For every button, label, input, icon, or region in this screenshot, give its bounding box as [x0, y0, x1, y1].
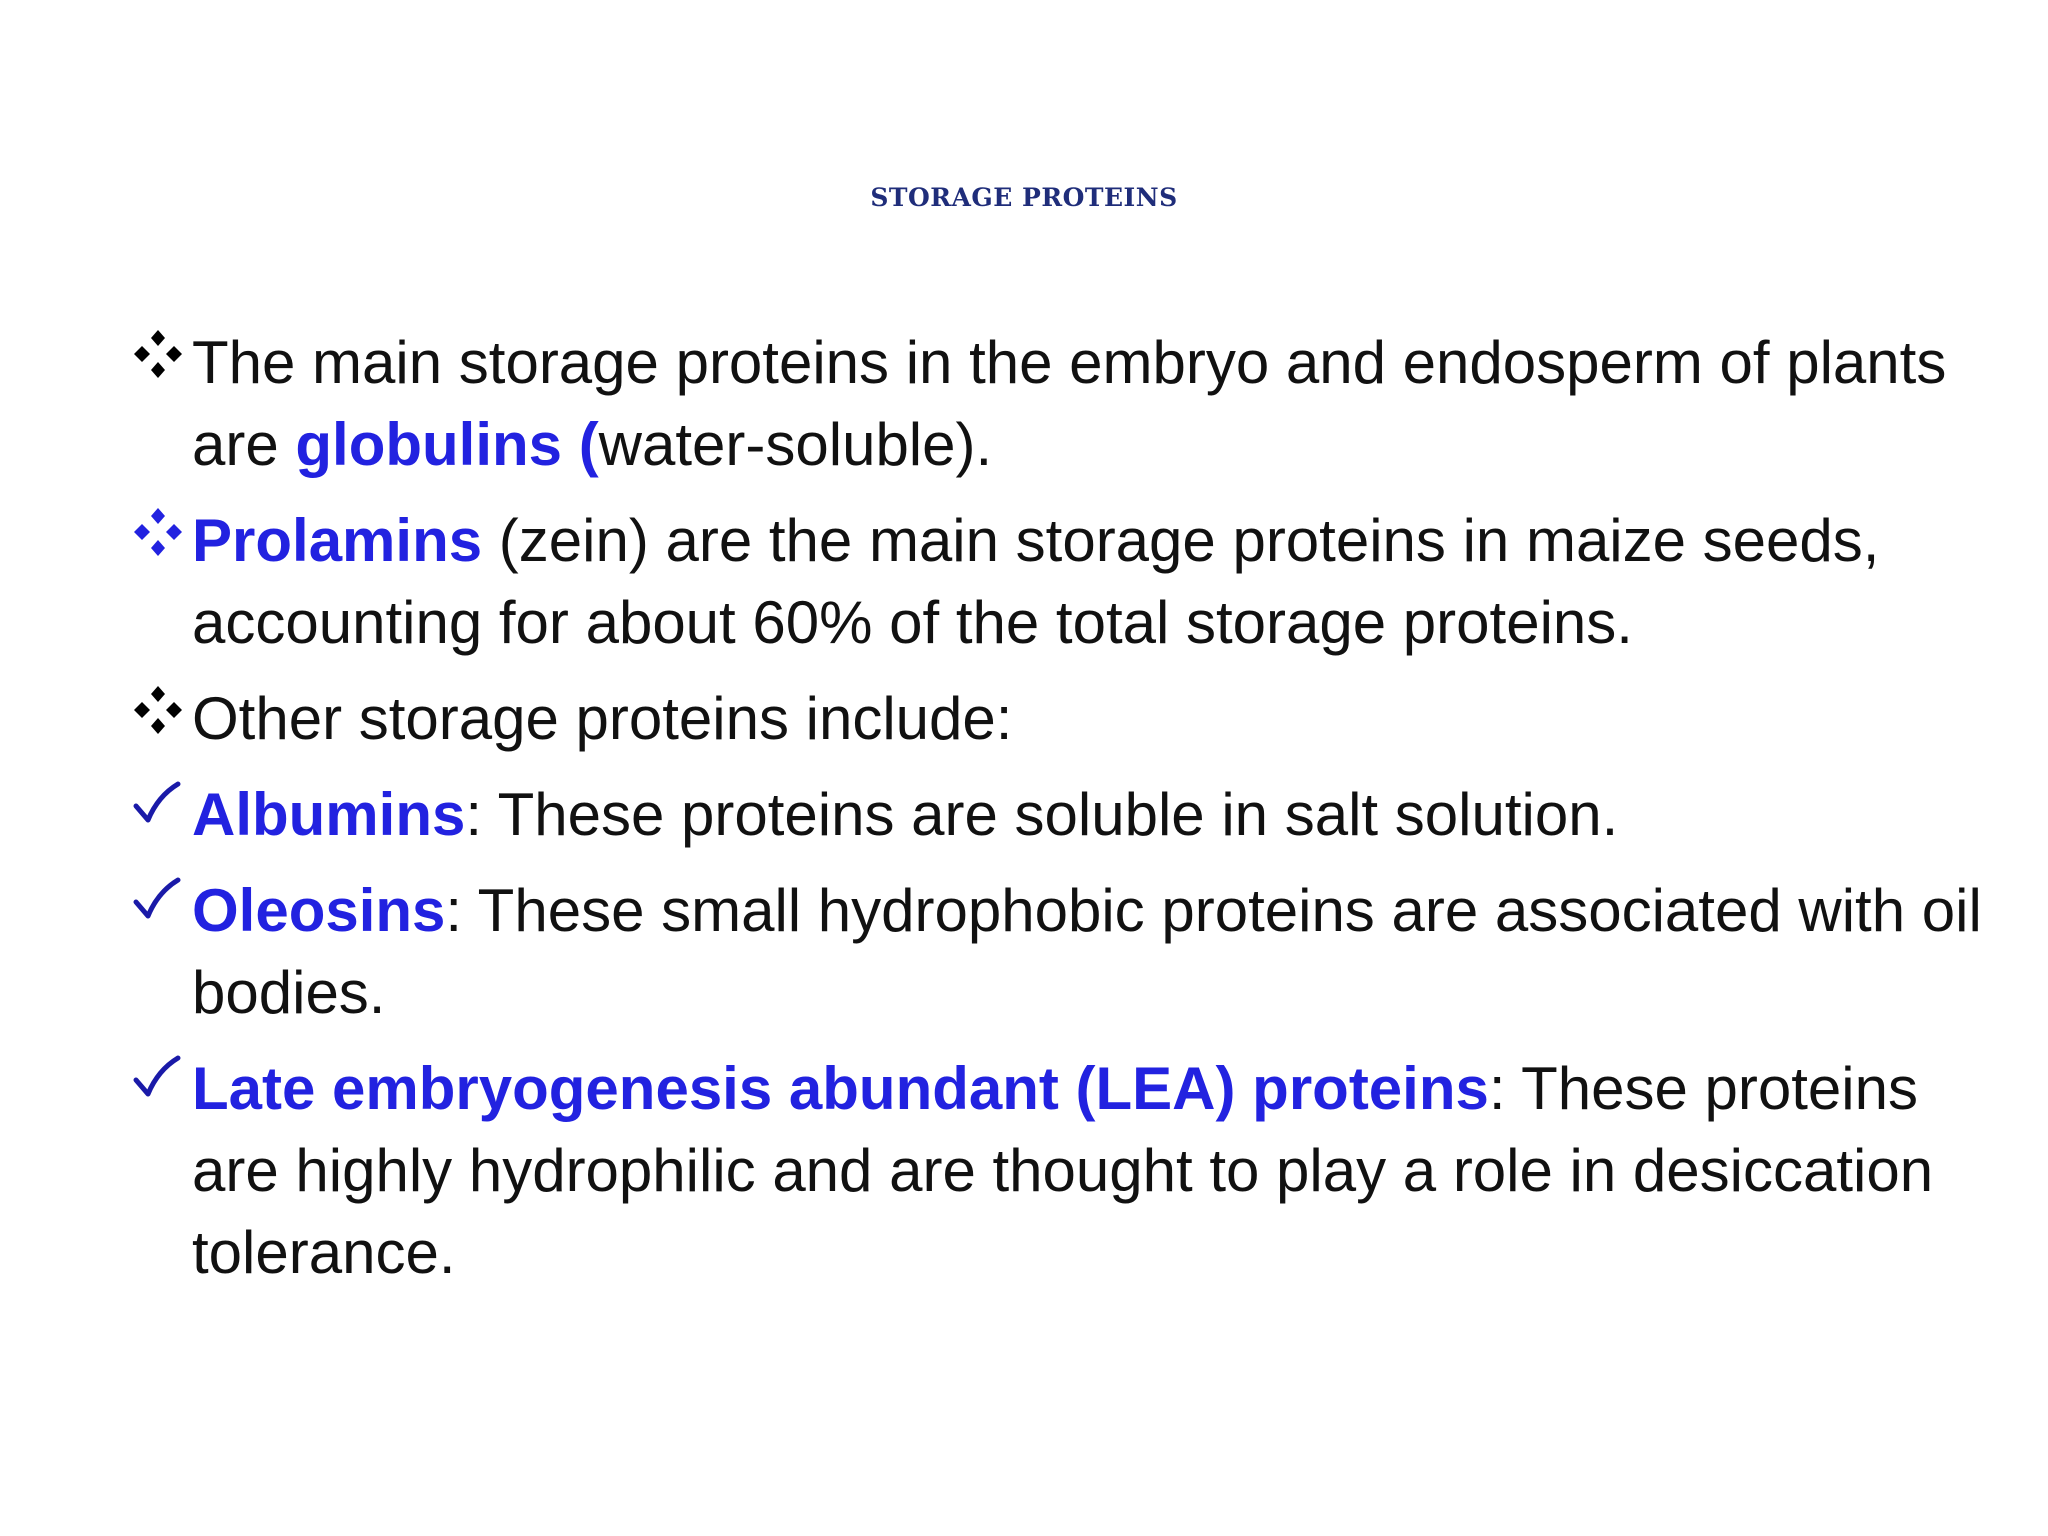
diamond-four-icon-blue	[132, 506, 184, 558]
checkmark-icon	[132, 780, 184, 832]
highlight-term: Albumins	[192, 781, 466, 848]
diamond-four-icon	[132, 684, 184, 736]
bullet-item	[132, 678, 1992, 760]
bullet-item	[132, 774, 1992, 856]
bullet-text: : These proteins are highly hydrophilic and are thought to play a role in desiccation tolerance.	[192, 1055, 1934, 1286]
bullet-text: The main storage proteins in the embryo and endosperm of plants are	[192, 329, 1947, 478]
diamond-four-icon	[132, 328, 184, 380]
bullet-text: water-soluble).	[598, 411, 993, 478]
bullet-item	[132, 1048, 1992, 1294]
highlight-term: Late embryogenesis abundant (LEA) proteins	[192, 1055, 1489, 1122]
bullet-list	[132, 322, 1992, 1308]
bullet-item	[132, 322, 1992, 486]
bullet-text: : These small hydrophobic proteins are associated with oil bodies.	[192, 877, 1982, 1026]
bullet-text: Other storage proteins include:	[192, 685, 1013, 752]
slide-title: STORAGE PROTEINS	[870, 183, 1178, 212]
highlight-term: Oleosins	[192, 877, 446, 944]
bullet-text: : These proteins are soluble in salt solution.	[465, 781, 1619, 848]
checkmark-icon	[132, 876, 184, 928]
bullet-item	[132, 870, 1992, 1034]
highlight-term: globulins (	[295, 411, 599, 478]
bullet-item	[132, 500, 1992, 664]
highlight-term: Prolamins	[192, 507, 483, 574]
checkmark-icon	[132, 1054, 184, 1106]
bullet-text: (zein) are the main storage proteins in maize seeds, accounting for about 60% of the total storage proteins.	[192, 507, 1880, 656]
